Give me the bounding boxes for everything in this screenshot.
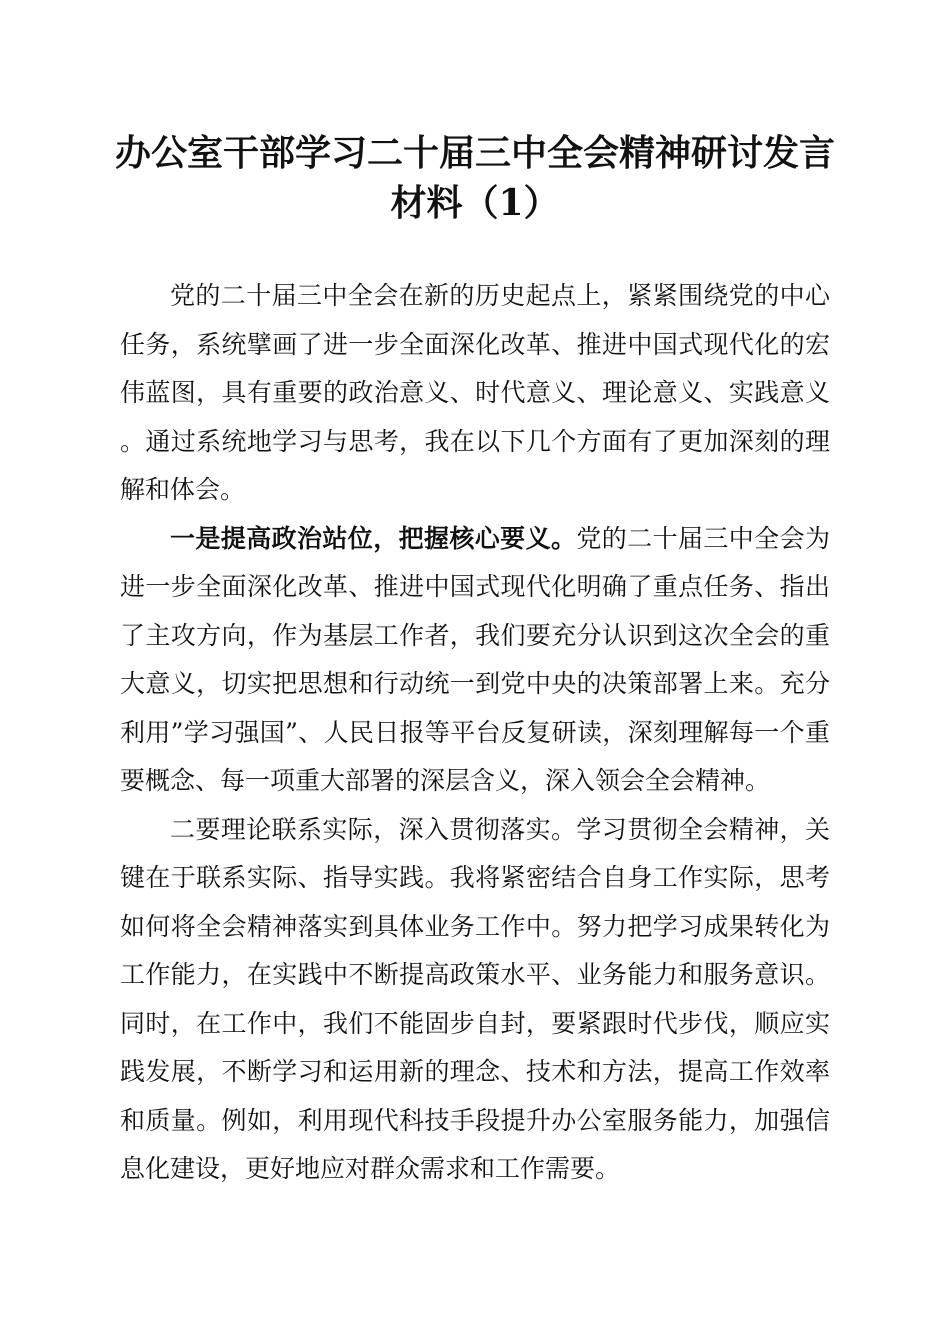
- document-title: [100, 128, 850, 228]
- paragraph-point-2-text: 二要理论联系实际，深入贯彻落实。学习贯彻全会精神，关键在于联系实际、指导实践。我将紧密结合自身工作实际，思考如何将全会精神落实到具体业务工作中。努力把学习成果转化为工作能力，在实践中不断提高政策水平、业务能力和服务意识。同时，在工作中，我们不能固步自封，要紧跟时代步伐，顺应实践发展，不断学习和运用新的理念、技术和方法，提高工作效率和质量。例如，利用现代科技手段提升办公室服务能力，加强信息化建设，更好地应对群众需求和工作需要。: [120, 814, 830, 1183]
- document-body: [120, 272, 830, 1194]
- paragraph-point-1: [120, 515, 830, 806]
- paragraph-intro: [120, 272, 830, 515]
- paragraph-point-1-text: 党的二十届三中全会为进一步全面深化改革、推进中国式现代化明确了重点任务、指出了主攻方向，作为基层工作者，我们要充分认识到这次全会的重大意义，切实把思想和行动统一到党中央的决策部署上来。充分利用”学习强国”、人民日报等平台反复研读，深刻理解每一个重要概念、每一项重大部署的深层含义，深入领会全会精神。: [120, 523, 830, 795]
- paragraph-point-1-heading: 一是提高政治站位，把握核心要义。: [170, 523, 577, 553]
- paragraph-intro-text: 党的二十届三中全会在新的历史起点上，紧紧围绕党的中心任务，系统擘画了进一步全面深化改革、推进中国式现代化的宏伟蓝图，具有重要的政治意义、时代意义、理论意义、实践意义。通过系统地学习与思考，我在以下几个方面有了更加深刻的理解和体会。: [120, 281, 830, 504]
- title-line-2: 材料（1）: [390, 182, 560, 224]
- title-line-1: 办公室干部学习二十届三中全会精神研讨发言: [114, 132, 835, 174]
- paragraph-point-2: [120, 806, 830, 1194]
